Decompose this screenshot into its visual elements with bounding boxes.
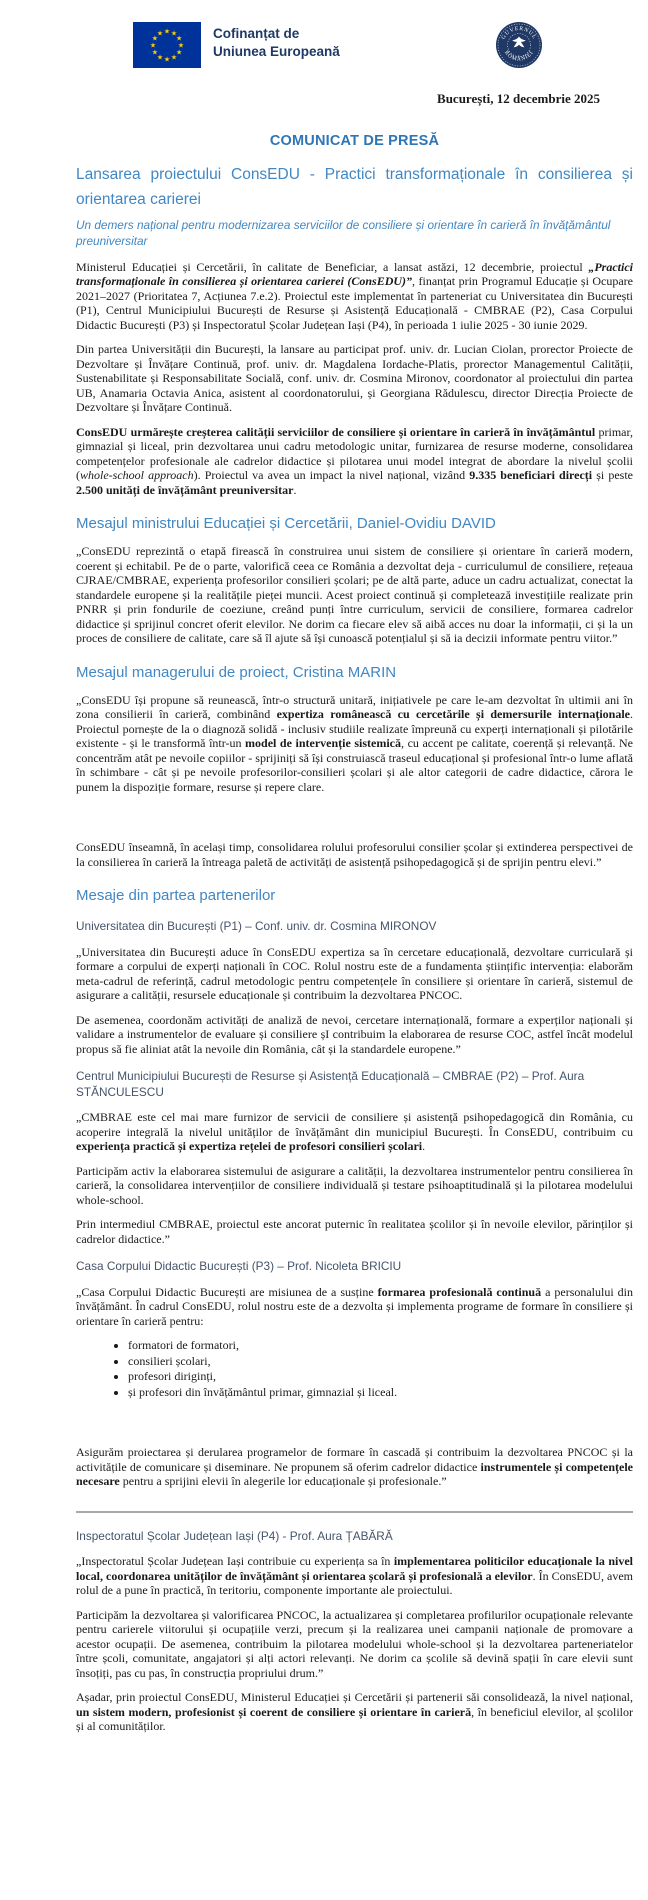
eu-cofunding-logo [133,22,340,68]
subtitle: Un demers național pentru modernizarea serviciilor de consiliere și orientare în carieră în învățământul preuniversitar [76,217,611,249]
partner-heading-ccd: Casa Corpului Didactic București (P3) – Prof. Nicoleta BRICIU [76,1259,402,1274]
svg-text:★: ★ [163,55,171,64]
gov-seal-icon [496,22,542,68]
svg-text:GUVERNUL: GUVERNUL [500,25,538,41]
section-heading-partners: Mesaje din partea partenerilor [76,887,276,905]
paragraph-manager-message-2: ConsEDU înseamnă, în același timp, consolidarea rolului profesorului consilier școlar și extinderea perspectivei de la consilierea în carieră la întreaga paletă de activități de asistență psihopedagogică și de sprijin pentru elevi.” [76,840,633,869]
section-divider [76,1511,633,1513]
svg-text:★: ★ [163,27,171,36]
bullet-item: • formatori de formatori, [128,1338,633,1353]
bullet-item: • profesori diriginți, [128,1369,633,1384]
svg-text:★: ★ [151,48,159,57]
paragraph-manager-message: „ConsEDU își propune să reunească, într-o structură unitară, inițiativele pe care le-am dezvoltat în ultimii ani în zona consilierii în carieră, combinând expertiza românească cu cercetările și demersurile internaționale. Proiectul pornește de la o diagnoză solidă - inclusiv studiile realizate împreună cu experți internaționali și pilotările existente - și le transformă într-un model de intervenție sistemică, cu accent pe calitate, coerență și relevanță. Ne concentrăm atât pe nevoile copiilor - sprijiniți să își construiască traseul educațional și profesional într-o lume aflată în schimbare - cât și pe nevoile profesorilor-consilieri școlari și ale altor categorii de cadre didactice, cărora le punem la dispoziție formare, resurse și repere clare. [76,692,633,794]
press-release-title: COMUNICAT DE PRESĂ [269,132,440,149]
document-header [76,22,633,73]
partner-heading-ub: Universitatea din București (P1) – Conf. univ. dr. Cosmina MIRONOV [76,919,437,934]
bullet-item: • consilieri școlari, [128,1354,633,1369]
document-body [76,260,633,1734]
svg-text:★: ★ [177,41,185,50]
paragraph-ccd-2: Asigurăm proiectarea și derularea programelor de formare în cascadă și contribuim la dezvoltarea PNCOC și la activitățile de comunicare și diseminare. Ne propunem să oferim cadrelor didactice instrumentele și competențele necesare pentru a sprijini elevii în alegerile lor educaționale și profesionale.” [76,1445,633,1489]
svg-text:★: ★ [149,41,157,50]
partner-heading-isj-iasi: Inspectoratul Școlar Județean Iași (P4) - Prof. Aura ȚABĂRĂ [76,1528,393,1543]
paragraph-participants: Din partea Universității din București, la lansare au participat prof. univ. dr. Lucian Ciolan, prorector Proiecte de Dezvoltare și Învățare Continuă, prof. univ. dr. Magdalena Iordache-Platis, prorector Managementul Calității, Sustenabilitate și Responsabilitate Socială, conf. univ. dr. Cosmina Mironov, coordonator al proiectului din partea UB, Anamaria Octavia Anica, asistent al coordonatorului, și Georgiana Rădulescu, director Direcția Proiecte de Dezvoltare și Învățare Continuă. [76,342,633,415]
dateline: București, 12 decembrie 2025 [437,91,600,106]
svg-text:★: ★ [170,53,178,62]
paragraph-minister-message: „ConsEDU reprezintă o etapă firească în construirea unui sistem de consiliere și orientare în carieră modern, coerent și echitabil. Pe de o parte, valorifică ceea ce România a dezvoltat deja - curriculumul de consiliere, rețeaua CJRAE/CMBRAE, experiența profesorilor consilieri școlari; pe de altă parte, aduce un cadru actualizat, conectat la standardele europene și la realitățile pieței muncii. Acest proiect continuă și completează investițiile realizate prin PNRR și prin fondurile de coeziune, creând punți între curriculum, servicii de consiliere, formarea cadrelor didactice și sprijinul concret oferit elevilor. Ne dorim ca fiecare elev să aibă acces nu doar la informații, ci și la un proces de consiliere de calitate, care să îl ajute să își cunoască potențialul și să ia decizii informate pentru viitor.” [76,544,633,646]
main-heading: Lansarea proiectului ConsEDU - Practici transformaționale în consilierea și orientarea carierei [76,165,633,208]
paragraph-isj-1: „Inspectoratul Școlar Județean Iași contribuie cu experiența sa în implementarea politicilor educaționale la nivel local, coordonarea unităților de învățământ și orientarea școlară și profesională a elevilor. În ConsEDU, avem rolul de a pune în practică, în teritoriu, componente importante ale proiectului. [76,1554,634,1598]
training-target-groups [76,1338,633,1399]
paragraph-ub-1: „Universitatea din București aduce în ConsEDU expertiza sa în cercetare educațională, dezvoltare curriculară și formare a corpului de experți naționali în COC. Rolul nostru este de a fundamenta științific intervenția: elaborăm meta-cadrul de referință, cadrul metodologic pentru competențele în consiliere și orientare în carieră, sistemul de asigurare a calității, resursele educaționale și contribuim la dezvoltarea PNCOC. [76,944,633,1003]
paragraph-launch: Ministerul Educației și Cercetării, în calitate de Beneficiar, a lansat astăzi, 12 decembrie, proiectul „Practici transformaționale în consilierea și orientarea carierei (ConsEDU)”, finanțat prin Programul Educație și Ocupare 2021–2027 (Prioritatea 7, Acțiunea 7.e.2). Proiectul este implementat în parteneriat cu Universitatea din București (P1), Centrul Municipiului București de Resurse și Asistență Educațională - CMBRAE (P2), Casa Corpului Didactic București (P3) și Inspectoratul Școlar Județean Iași (P4), în perioada 1 iulie 2025 - 30 iunie 2029. [76,259,633,332]
section-heading-project-manager: Mesajul managerului de proiect, Cristina MARIN [76,663,397,681]
paragraph-ub-2: De asemenea, coordonăm activități de analiză de nevoi, cercetare internațională, formare a experților naționali și validare a instrumentelor de evaluare și consiliere șI contribuim la elaborarea de resurse COC, astfel încât modelul propus să fie aliniat atât la nevoile din România, cât și la standardele europene.” [76,1012,633,1056]
svg-text:★: ★ [170,29,178,38]
svg-text:★: ★ [156,53,164,62]
paragraph-cmbrae-3: Prin intermediul CMBRAE, proiectul este ancorat puternic în realitatea școlilor și în nevoile elevilor, părinților și cadrelor didactice.” [76,1217,633,1246]
eu-cofunding-line1: Cofinanțat de [213,26,300,41]
gov-logo [496,22,542,73]
paragraph-cmbrae-1: „CMBRAE este cel mai mare furnizor de servicii de consiliere și asistență psihopedagogică din România, cu acoperire integrală la nivelul unităților de învățământ din municipiul București. În ConsEDU, contribuim cu experiența practică și expertiza rețelei de profesori consilieri școlari. [76,1110,633,1154]
paragraph-conclusion: Așadar, prin proiectul ConsEDU, Ministerul Educației și Cercetării și partenerii săi consolidează, la nivel național, un sistem modern, profesionist și coerent de consiliere și orientare în carieră, în beneficiul elevilor, al școlilor și al comunităților. [76,1690,633,1734]
svg-text:ROMÂNIEI: ROMÂNIEI [502,49,536,63]
paragraph-ccd-1: „Casa Corpului Didactic București are misiunea de a susține formarea profesională continuă a personalului din învățământ. În cadrul ConsEDU, rolul nostru este de a dezvolta și implementa programe de formare în consiliere și orientare în carieră pentru: [76,1284,633,1328]
svg-text:★: ★ [175,34,183,43]
svg-text:★: ★ [156,29,164,38]
paragraph-isj-2: Participăm la dezvoltarea și valorificarea PNCOC, la actualizarea și completarea profilurilor ocupaționale relevante pentru carierele viitorului și ocupațiile verzi, precum și la realizarea unei campanii naționale de promovare a acestor ocupații. De asemenea, contribuim la pilotarea modelului whole-school și la dezvoltarea parteneriatelor între școli, comunitate, angajatori și alți actori relevanți. Ne dorim ca școlile să devină spații în care elevii sunt însoțiți, pas cu pas, în construcția propriului drum.” [76,1607,633,1680]
paragraph-cmbrae-2: Participăm activ la elaborarea sistemului de asigurare a calității, la dezvoltarea instrumentelor pentru consilierea în carieră, la consolidarea intervențiilor de consiliere individuală și testare psihoaptitudinală și la pilotarea modelului whole-school. [76,1163,633,1207]
eu-flag-icon [133,22,201,68]
bullet-item: • și profesori din învățământul primar, gimnazial și liceal. [128,1385,633,1400]
partner-heading-cmbrae: Centrul Municipiului București de Resurse și Asistență Educațională – CMBRAE (P2) – Prof. Aura STĂNCULESCU [76,1069,585,1099]
svg-text:★: ★ [175,48,183,57]
svg-text:★: ★ [151,34,159,43]
section-heading-minister: Mesajul ministrului Educației și Cercetării, Daniel-Ovidiu DAVID [76,515,496,533]
paragraph-objectives: ConsEDU urmărește creșterea calității serviciilor de consiliere și orientare în carieră în învățământul primar, gimnazial și liceal, prin dezvoltarea unui cadru metodologic unitar, furnizarea de resurse moderne, consolidarea competențelor profesionale ale cadrelor didactice și pilotarea unui model integrat de abordare la nivelul școlii (whole-school approach). Proiectul va avea un impact la nivel național, vizând 9.335 beneficiari direcți și peste 2.500 unități de învățământ preuniversitar. [76,424,633,497]
eu-cofunding-line2: Uniunea Europeană [213,44,340,60]
eu-cofunding-label [213,22,340,61]
